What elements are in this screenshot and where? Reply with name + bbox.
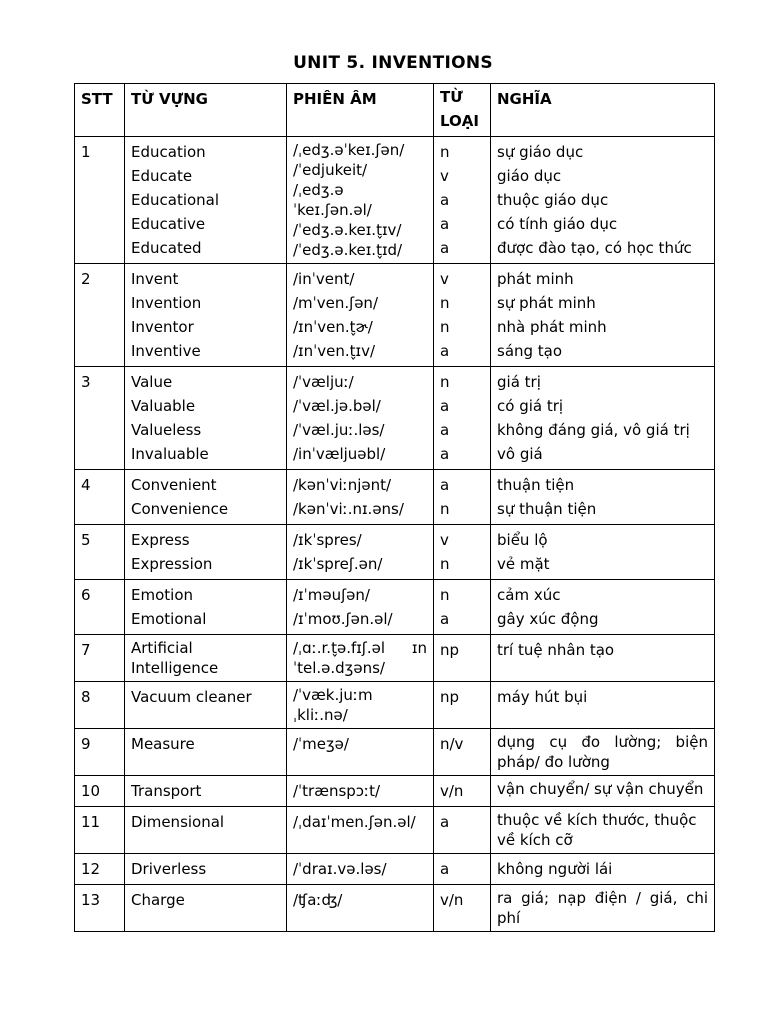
- table-row: [75, 682, 715, 729]
- table-row: [75, 525, 715, 580]
- meaning-cell: [491, 264, 715, 367]
- meaning: nhà phát minh: [497, 318, 607, 336]
- row-number: 6: [75, 580, 125, 635]
- meaning: thuận tiện: [497, 476, 575, 494]
- vocab-word-cell: [125, 470, 287, 525]
- part-of-speech: a: [440, 445, 450, 463]
- vocab-word: Convenience: [131, 500, 229, 518]
- header-meaning: NGHĨA: [491, 84, 715, 137]
- meaning: giáo dục: [497, 167, 562, 185]
- part-of-speech-cell: [434, 682, 491, 729]
- vocab-word: Valueless: [131, 421, 202, 439]
- pronunciation: /ɪnˈven.t̬ɪv/: [293, 342, 376, 360]
- part-of-speech: a: [440, 476, 450, 494]
- meaning-cell: [491, 776, 715, 807]
- vocab-word: Emotional: [131, 610, 207, 628]
- vocab-word: Express: [131, 531, 190, 549]
- pronunciation: /inˈvæljuəbl/: [293, 445, 386, 463]
- pronunciation-cell: [287, 264, 434, 367]
- row-number: 3: [75, 367, 125, 470]
- vocab-word: Measure: [131, 735, 195, 753]
- header-stt: STT: [75, 84, 125, 137]
- part-of-speech-cell: [434, 470, 491, 525]
- part-of-speech: a: [440, 610, 450, 628]
- part-of-speech-cell: [434, 776, 491, 807]
- part-of-speech: a: [440, 421, 450, 439]
- meaning-cell: [491, 807, 715, 854]
- vocab-word-cell: [125, 776, 287, 807]
- part-of-speech-cell: [434, 885, 491, 932]
- header-pronunciation: PHIÊN ÂM: [287, 84, 434, 137]
- pronunciation: /ˈvæljuː/: [293, 373, 354, 391]
- vocab-word: Educational: [131, 191, 220, 209]
- pronunciation: /ʧaːʤ/: [293, 891, 343, 909]
- header-vocabulary: TỪ VỰNG: [125, 84, 287, 137]
- part-of-speech-cell: [434, 137, 491, 264]
- table-row: [75, 470, 715, 525]
- part-of-speech: n/v: [440, 735, 464, 753]
- part-of-speech-cell: [434, 807, 491, 854]
- meaning-cell: [491, 635, 715, 682]
- table-row: [75, 776, 715, 807]
- part-of-speech: v: [440, 167, 449, 185]
- pronunciation: /ˈdraɪ.və.ləs/: [293, 860, 387, 878]
- part-of-speech: a: [440, 813, 450, 831]
- pronunciation: /ˈtrænspɔːt/: [293, 782, 381, 800]
- vocab-word-cell: [125, 264, 287, 367]
- vocab-word: Educate: [131, 167, 193, 185]
- row-number: 4: [75, 470, 125, 525]
- meaning: cảm xúc: [497, 586, 561, 604]
- table-row: [75, 729, 715, 776]
- header-part-of-speech: TỪ LOẠI: [434, 84, 491, 137]
- meaning: sự phát minh: [497, 294, 596, 312]
- part-of-speech-cell: [434, 854, 491, 885]
- pronunciation-cell: [287, 525, 434, 580]
- part-of-speech: a: [440, 215, 450, 233]
- table-row: [75, 264, 715, 367]
- pronunciation-cell: [287, 729, 434, 776]
- meaning: vẻ mặt: [497, 555, 550, 573]
- pronunciation: /ˈmeʒə/: [293, 735, 349, 753]
- row-number: 8: [75, 682, 125, 729]
- table-header-row: [75, 84, 715, 137]
- part-of-speech-cell: [434, 264, 491, 367]
- part-of-speech: a: [440, 397, 450, 415]
- meaning: không đáng giá, vô giá trị: [497, 421, 690, 439]
- part-of-speech: v: [440, 270, 449, 288]
- pronunciation: /inˈvent/: [293, 270, 355, 288]
- meaning: được đào tạo, có học thức: [497, 239, 692, 257]
- part-of-speech: n: [440, 586, 450, 604]
- meaning: gây xúc động: [497, 610, 599, 628]
- pronunciation: /mˈven.ʃən/: [293, 294, 378, 312]
- meaning: biểu lộ: [497, 531, 548, 549]
- part-of-speech: a: [440, 239, 450, 257]
- meaning: thuộc về kích thước, thuộc về kích cỡ: [497, 811, 697, 849]
- pronunciation: /ˈvæl.juː.ləs/: [293, 421, 385, 439]
- row-number: 5: [75, 525, 125, 580]
- part-of-speech: n: [440, 373, 450, 391]
- table-row: [75, 580, 715, 635]
- vocab-word-cell: [125, 682, 287, 729]
- pronunciation: /ɪˈmoʊ.ʃən.əl/: [293, 610, 393, 628]
- table-row: [75, 854, 715, 885]
- part-of-speech: v/n: [440, 891, 464, 909]
- vocab-word: Transport: [131, 782, 202, 800]
- meaning-cell: [491, 525, 715, 580]
- part-of-speech: n: [440, 555, 450, 573]
- meaning-cell: [491, 682, 715, 729]
- vocab-word: Emotion: [131, 586, 193, 604]
- pronunciation: /ɪkˈspres/: [293, 531, 362, 549]
- pronunciation: /ˈedjukeit/: [293, 161, 368, 179]
- meaning: có giá trị: [497, 397, 564, 415]
- vocab-word: Dimensional: [131, 813, 225, 831]
- pronunciation: /ˌɑː.r.t̬ə.fɪʃ.əl ɪn ˈtel.ə.dʒəns/: [293, 639, 427, 677]
- pronunciation: /ˈvæk.juːm ˌkliː.nə/: [293, 686, 373, 724]
- vocab-word: Charge: [131, 891, 185, 909]
- part-of-speech: v/n: [440, 782, 464, 800]
- pronunciation-cell: [287, 776, 434, 807]
- part-of-speech-cell: [434, 580, 491, 635]
- pronunciation: /ˈedʒ.ə.keɪ.t̬ɪd/: [293, 241, 403, 259]
- pronunciation-cell: [287, 807, 434, 854]
- vocab-word: Artificial Intelligence: [131, 639, 219, 677]
- vocab-word-cell: [125, 807, 287, 854]
- part-of-speech: a: [440, 191, 450, 209]
- vocab-word-cell: [125, 525, 287, 580]
- part-of-speech: n: [440, 500, 450, 518]
- vocab-word: Invention: [131, 294, 202, 312]
- vocab-word-cell: [125, 635, 287, 682]
- row-number: 9: [75, 729, 125, 776]
- meaning: ra giá; nạp điện / giá, chi phí: [497, 889, 708, 927]
- row-number: 10: [75, 776, 125, 807]
- row-number: 13: [75, 885, 125, 932]
- pronunciation: /ˌdaɪˈmen.ʃən.əl/: [293, 813, 416, 831]
- pronunciation: /ɪnˈven.t̬ɚ/: [293, 318, 373, 336]
- meaning: dụng cụ đo lường; biện pháp/ đo lường: [497, 733, 708, 771]
- vocab-word: Driverless: [131, 860, 207, 878]
- row-number: 2: [75, 264, 125, 367]
- pronunciation: /ˌedʒ.ə ˈkeɪ.ʃən.əl/: [293, 181, 372, 219]
- row-number: 12: [75, 854, 125, 885]
- vocab-word: Convenient: [131, 476, 217, 494]
- pronunciation-cell: [287, 137, 434, 264]
- vocab-word-cell: [125, 885, 287, 932]
- pronunciation: /ˈvæl.jə.bəl/: [293, 397, 381, 415]
- meaning: vô giá: [497, 445, 543, 463]
- pronunciation-cell: [287, 635, 434, 682]
- part-of-speech-cell: [434, 367, 491, 470]
- vocab-word: Educative: [131, 215, 206, 233]
- meaning-cell: [491, 854, 715, 885]
- pronunciation: /kənˈviːnjənt/: [293, 476, 392, 494]
- pronunciation-cell: [287, 367, 434, 470]
- vocab-word-cell: [125, 367, 287, 470]
- vocab-word: Inventive: [131, 342, 201, 360]
- pronunciation-cell: [287, 854, 434, 885]
- pronunciation: /kənˈviː.nɪ.əns/: [293, 500, 404, 518]
- meaning-cell: [491, 137, 715, 264]
- document-title: UNIT 5. INVENTIONS: [293, 53, 493, 73]
- vocab-word: Inventor: [131, 318, 194, 336]
- part-of-speech-cell: [434, 635, 491, 682]
- row-number: 1: [75, 137, 125, 264]
- meaning: sự thuận tiện: [497, 500, 597, 518]
- table-row: [75, 137, 715, 264]
- pronunciation: /ɪˈməuʃən/: [293, 586, 370, 604]
- table-row: [75, 885, 715, 932]
- row-number: 7: [75, 635, 125, 682]
- meaning: máy hút bụi: [497, 688, 588, 706]
- part-of-speech: n: [440, 143, 450, 161]
- pronunciation: /ɪkˈspreʃ.ən/: [293, 555, 383, 573]
- meaning-cell: [491, 470, 715, 525]
- part-of-speech: a: [440, 342, 450, 360]
- table-row: [75, 367, 715, 470]
- vocab-word-cell: [125, 580, 287, 635]
- vocab-word: Expression: [131, 555, 213, 573]
- part-of-speech-cell: [434, 525, 491, 580]
- vocab-word: Invaluable: [131, 445, 209, 463]
- part-of-speech: a: [440, 860, 450, 878]
- part-of-speech-cell: [434, 729, 491, 776]
- vocab-word: Vacuum cleaner: [131, 688, 252, 706]
- part-of-speech: np: [440, 641, 460, 659]
- vocab-word: Education: [131, 143, 206, 161]
- vocab-word-cell: [125, 854, 287, 885]
- vocab-word-cell: [125, 729, 287, 776]
- vocab-word-cell: [125, 137, 287, 264]
- vocab-word: Valuable: [131, 397, 196, 415]
- vocab-word: Invent: [131, 270, 179, 288]
- meaning-cell: [491, 367, 715, 470]
- meaning: trí tuệ nhân tạo: [497, 641, 615, 659]
- table-body: [75, 137, 715, 932]
- vocab-word: Value: [131, 373, 173, 391]
- row-number: 11: [75, 807, 125, 854]
- part-of-speech: n: [440, 294, 450, 312]
- vocabulary-table: [74, 83, 715, 932]
- pronunciation: /ˈedʒ.ə.keɪ.t̬ɪv/: [293, 221, 402, 239]
- part-of-speech: n: [440, 318, 450, 336]
- pronunciation-cell: [287, 580, 434, 635]
- meaning: không người lái: [497, 860, 613, 878]
- pronunciation: /ˌedʒ.əˈkeɪ.ʃən/: [293, 141, 405, 159]
- meaning: vận chuyển/ sự vận chuyển: [497, 780, 704, 798]
- table-row: [75, 807, 715, 854]
- pronunciation-cell: [287, 470, 434, 525]
- meaning: sáng tạo: [497, 342, 563, 360]
- part-of-speech: v: [440, 531, 449, 549]
- pronunciation-cell: [287, 682, 434, 729]
- meaning: thuộc giáo dục: [497, 191, 609, 209]
- meaning: có tính giáo dục: [497, 215, 618, 233]
- meaning: sự giáo dục: [497, 143, 584, 161]
- meaning: phát minh: [497, 270, 574, 288]
- meaning-cell: [491, 580, 715, 635]
- meaning-cell: [491, 885, 715, 932]
- part-of-speech: np: [440, 688, 460, 706]
- vocab-word: Educated: [131, 239, 202, 257]
- meaning: giá trị: [497, 373, 541, 391]
- pronunciation-cell: [287, 885, 434, 932]
- table-row: [75, 635, 715, 682]
- meaning-cell: [491, 729, 715, 776]
